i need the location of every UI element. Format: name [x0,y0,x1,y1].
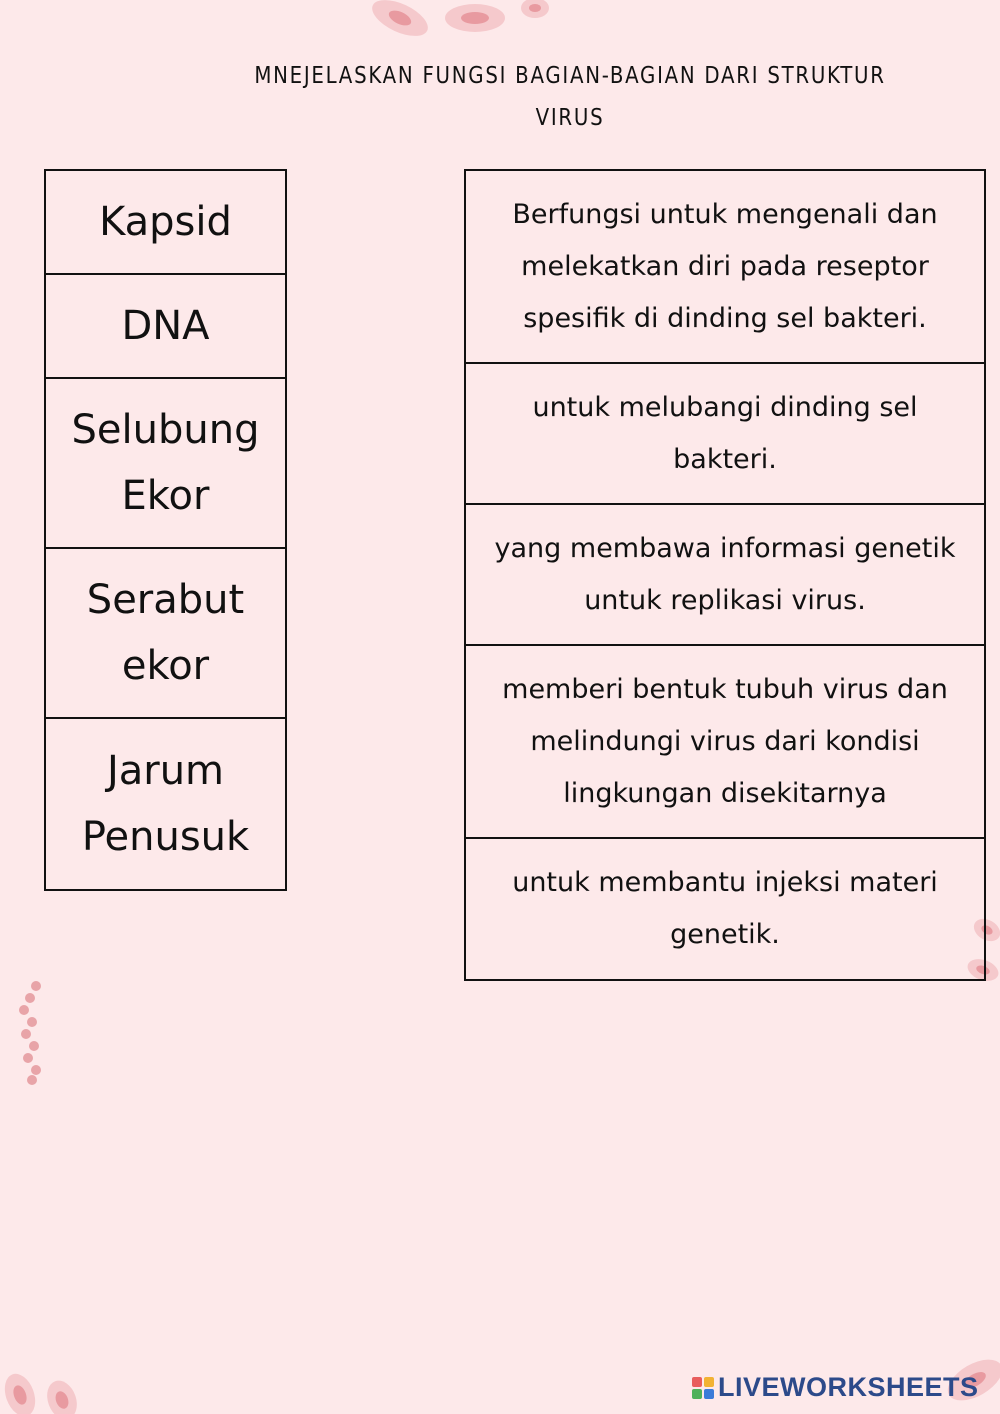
function-cell[interactable]: yang membawa informasi genetik untuk replikasi virus. [466,505,984,646]
function-cell[interactable]: Berfungsi untuk mengenali dan melekatkan diri pada reseptor spesifik di dinding sel bakteri. [466,171,984,364]
function-cell[interactable]: memberi bentuk tubuh virus dan melindungi virus dari kondisi lingkungan disekitarnya [466,646,984,839]
logo-grid-icon [692,1377,714,1399]
part-cell-kapsid[interactable]: Kapsid [46,171,285,275]
cell-decoration-top [360,0,560,50]
part-cell-selubung-ekor[interactable]: Selubung Ekor [46,379,285,549]
bead-chain-decoration [12,978,52,1088]
liveworksheets-logo [692,1372,979,1403]
logo-text: LIVEWORKSHEETS [718,1372,979,1402]
virus-parts-table [44,169,287,891]
worksheet-title: MNEJELASKAN FUNGSI BAGIAN-BAGIAN DARI STRUKTUR VIRUS [254,63,886,131]
function-cell[interactable]: untuk membantu injeksi materi genetik. [512,867,938,950]
part-cell-jarum-penusuk[interactable]: Jarum Penusuk [81,748,250,860]
cell-decoration-bottom-left [0,1365,90,1414]
virus-functions-table [464,169,986,981]
function-cell[interactable]: untuk melubangi dinding sel bakteri. [466,364,984,505]
part-cell-dna[interactable]: DNA [46,275,285,379]
part-cell-serabut-ekor[interactable]: Serabut ekor [46,549,285,719]
